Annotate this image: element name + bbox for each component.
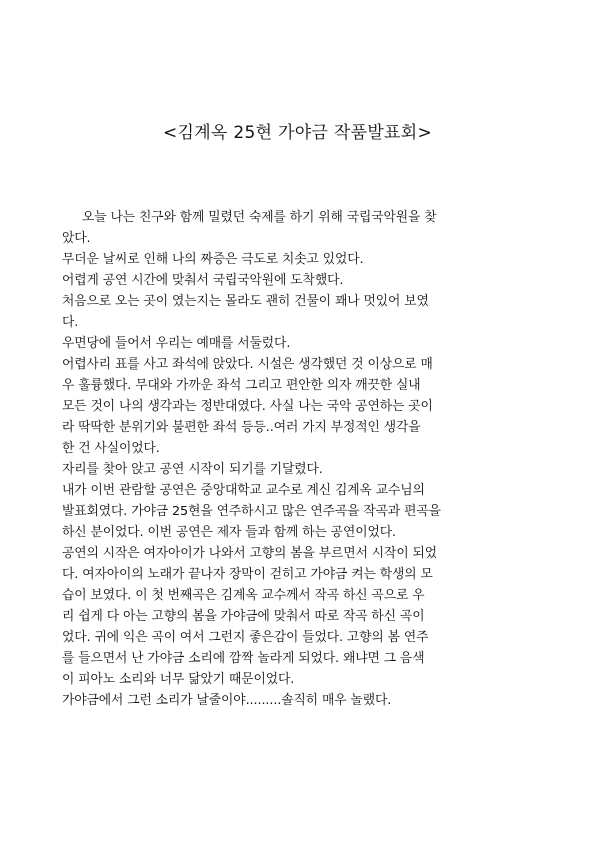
text-line: 하신 분이었다. 이번 공연은 제자 들과 함께 하는 공연이었다. <box>62 525 396 540</box>
text-line: 이 피아노 소리와 너무 닮았기 때문이었다. <box>62 672 295 687</box>
text-line: 한 건 사실이었다. <box>62 441 160 456</box>
text-line: 를 들으면서 난 가야금 소리에 깜짝 놀라게 되었다. 왜냐면 그 음색 <box>62 651 425 666</box>
text-line: 리 쉽게 다 아는 고향의 봄을 가야금에 맞춰서 따로 작곡 하신 곡이 <box>62 609 425 624</box>
text-line: 내가 이번 관람할 공연은 중앙대학교 교수로 계신 김계옥 교수님의 <box>62 483 425 498</box>
text-line: 모든 것이 나의 생각과는 정반대였다. 사실 나는 국악 공연하는 곳이 <box>62 399 433 414</box>
text-line: 가야금에서 그런 소리가 날줄이야.........솔직히 매우 놀랬다. <box>62 693 392 708</box>
text-line: 공연의 시작은 여자아이가 나와서 고향의 봄을 부르면서 시작이 되었 <box>62 546 438 561</box>
text-line: 다. 여자아이의 노래가 끝나자 장막이 걷히고 가야금 켜는 학생의 모 <box>62 567 433 582</box>
text-line: 오늘 나는 친구와 함께 밀렸던 숙제를 하기 위해 국립국악원을 찾 <box>82 210 437 225</box>
text-line: 우 훌륭했다. 무대와 가까운 좌석 그리고 편안한 의자 깨끗한 실내 <box>62 378 421 393</box>
document-body <box>62 207 532 711</box>
text-line: 발표회였다. 가야금 25현을 연주하시고 많은 연주곡을 작곡과 편곡을 <box>62 504 441 519</box>
text-line: 습이 보였다. 이 첫 번째곡은 김계옥 교수께서 작곡 하신 곡으로 우 <box>62 588 425 603</box>
text-line: 어렵사리 표를 사고 좌석에 앉았다. 시설은 생각했던 것 이상으로 매 <box>62 357 433 372</box>
text-line: 다. <box>62 315 79 330</box>
text-line: 무더운 날씨로 인해 나의 짜증은 극도로 치솟고 있었다. <box>62 252 364 267</box>
text-line: 라 딱딱한 분위기와 불편한 좌석 등등..여러 가지 부정적인 생각을 <box>62 420 421 435</box>
text-line: 자리를 찾아 앉고 공연 시작이 되기를 기달렸다. <box>62 462 323 477</box>
text-line: 았다. <box>62 231 91 246</box>
text-line: 었다. 귀에 익은 곡이 여서 그런지 좋은감이 들었다. 고향의 봄 연주 <box>62 630 429 645</box>
document-title: <김계옥 25현 가야금 작품발표회> <box>162 123 433 143</box>
text-line: 우면당에 들어서 우리는 예매를 서둘렀다. <box>62 336 291 351</box>
text-line: 어렵게 공연 시간에 맞춰서 국립국악원에 도착했다. <box>62 273 344 288</box>
text-line: 처음으로 오는 곳이 였는지는 몰라도 괜히 건물이 꽤나 멋있어 보였 <box>62 294 429 309</box>
